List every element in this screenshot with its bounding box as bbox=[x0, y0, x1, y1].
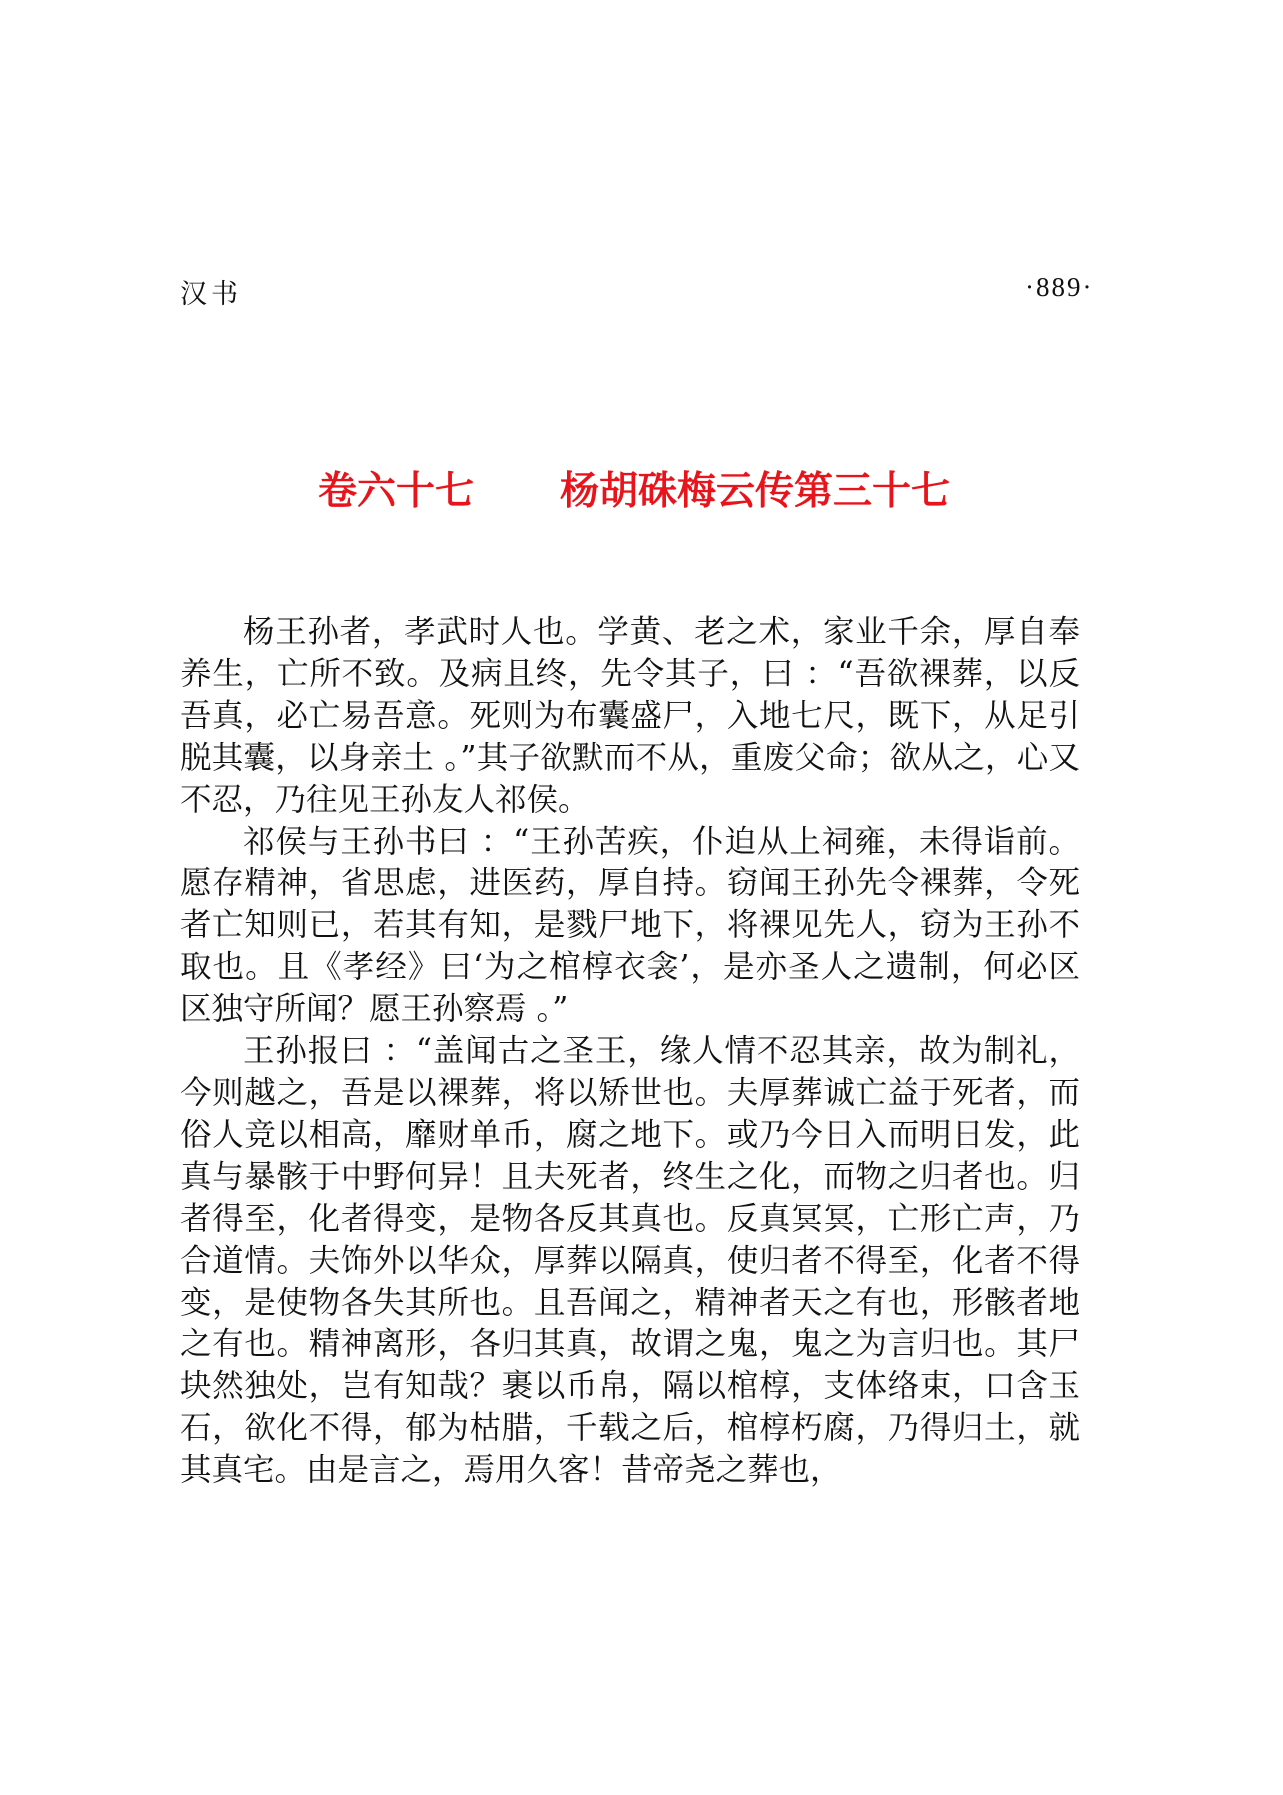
body-text bbox=[180, 612, 1080, 1492]
page-number: ·889· bbox=[1025, 272, 1094, 302]
chapter-volume: 卷六十七 bbox=[318, 469, 475, 514]
running-head: 汉书 bbox=[180, 279, 242, 310]
chapter-name: 杨胡硃梅云传第三十七 bbox=[560, 469, 951, 514]
paragraph: 王孙报曰 ：“盖闻古之圣王，缘人情不忍其亲，故为制礼，今则越之，吾是以裸葬，将以矫世也。夫厚葬诚亡益于死者，而俗人竞以相高，靡财单币，腐之地下。或乃今日入而明日发，此真与暴骸于中野何异！且夫死者，终生之化，而物之归者也。归者得至，化者得变，是物各反其真也。反真冥冥，亡形亡声，乃合道情。夫饰外以华众，厚葬以隔真，使归者不得至，化者不得变，是使物各失其所也。且吾闻之，精神者天之有也，形骸者地之有也。精神离形，各归其真，故谓之鬼，鬼之为言归也。其尸块然独处，岂有知哉？裹以币帛，隔以棺椁，支体络束，口含玉石，欲化不得，郁为枯腊，千载之后，棺椁朽腐，乃得归土，就其真宅。由是言之，焉用久客！昔帝尧之葬也， bbox=[180, 1033, 1080, 1489]
chapter-title bbox=[318, 460, 950, 516]
paragraph: 祁侯与王孙书曰 ：“王孙苦疾，仆迫从上祠雍，未得诣前。愿存精神，省思虑，进医药，厚自持。窃闻王孙先令裸葬，令死者亡知则已，若其有知，是戮尸地下，将裸见先人，窃为王孙不取也。且《孝经》曰‘为之棺椁衣衾’，是亦圣人之遗制，何必区区独守所闻？愿王孙察焉 。” bbox=[180, 823, 1080, 1028]
paragraph: 杨王孙者，孝武时人也。学黄、老之术，家业千余，厚自奉养生，亡所不致。及病且终，先令其子，曰 ：“吾欲裸葬，以反吾真，必亡易吾意。死则为布囊盛尸，入地七尺，既下，从足引脱其囊，以身亲土 。”其子欲默而不从，重废父命；欲从之，心又不忍，乃往见王孙友人祁侯。 bbox=[180, 614, 1080, 818]
